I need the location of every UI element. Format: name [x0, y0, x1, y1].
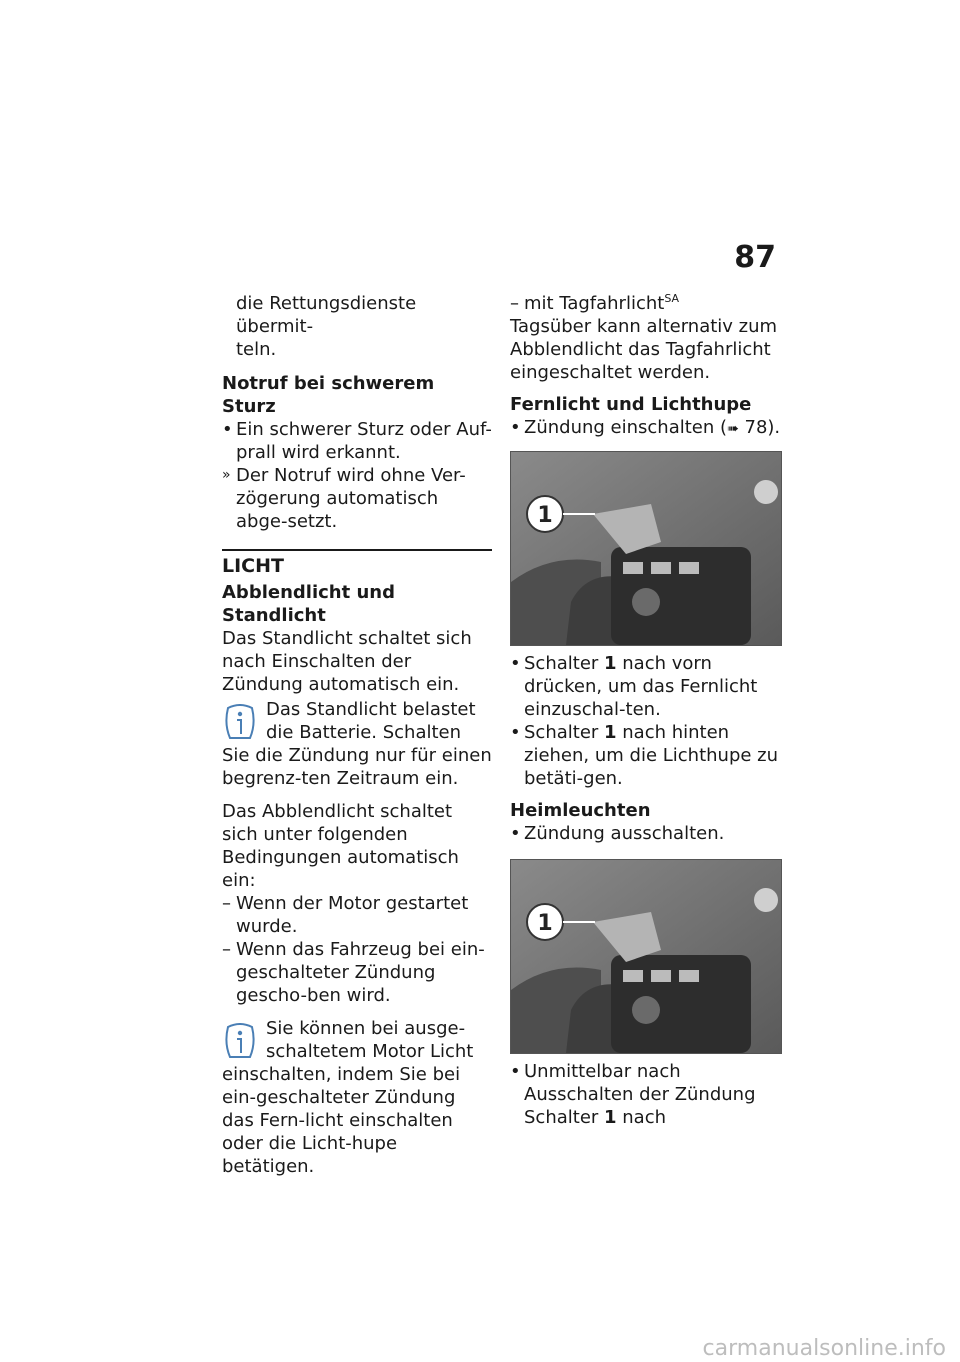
list-item: [222, 418, 492, 464]
switch-ref: 1: [604, 722, 617, 743]
bullet-text-pre: Unmittelbar nach Ausschalten der Zündung Schalter: [524, 1061, 756, 1128]
callout-label: 1: [537, 503, 553, 528]
dash-text: Wenn der Motor gestartet wurde.: [236, 893, 469, 937]
bullet-icon: •: [222, 419, 233, 440]
dash-text: Wenn das Fahrzeug bei ein-geschalteter Zündung gescho-ben wird.: [236, 939, 485, 1006]
right-column: [510, 292, 782, 1129]
bullet-icon: •: [510, 653, 521, 674]
note-text: Sie können bei ausge-schaltetem Motor Licht einschalten, indem Sie bei ein-geschalteter Zündung das Fern-licht einschalten oder die Licht-hupe betätigen.: [222, 1018, 474, 1177]
page-ref-arrow-icon: ➠: [727, 421, 739, 437]
page-reference-link[interactable]: 78).: [744, 417, 781, 438]
bullet-icon: •: [510, 417, 521, 438]
list-item: [510, 292, 782, 315]
section-title: LICHT: [222, 549, 492, 578]
bullet-text-pre: Schalter: [524, 722, 605, 743]
list-item: [222, 464, 492, 533]
switch-figure-1: [510, 451, 782, 646]
note-text: Das Standlicht belastet die Batterie. Schalten Sie die Zündung nur für einen begrenz-ten Zeitraum ein.: [222, 699, 492, 789]
heading-fernlicht: Fernlicht und Lichthupe: [510, 394, 752, 415]
list-item: [510, 1060, 782, 1129]
result-arrow-icon: »: [222, 467, 231, 483]
heading-heimleuchten: Heimleuchten: [510, 800, 651, 821]
list-item: [510, 416, 782, 441]
dash-text: mit Tagfahrlicht: [524, 293, 665, 314]
list-item: [222, 892, 492, 938]
callout-label: 1: [537, 911, 553, 936]
bullet-text: Zündung einschalten (: [524, 417, 728, 438]
dash-icon: –: [510, 293, 519, 314]
dash-icon: –: [222, 893, 231, 914]
switch-ref: 1: [604, 653, 617, 674]
bullet-text-pre: Schalter: [524, 653, 605, 674]
paragraph: Das Abblendlicht schaltet sich unter folgenden Bedingungen automatisch ein:: [222, 801, 459, 891]
dash-icon: –: [222, 939, 231, 960]
watermark: carmanualsonline.info: [702, 1336, 946, 1361]
bullet-icon: •: [510, 823, 521, 844]
list-item: [510, 652, 782, 721]
sa-superscript: SA: [664, 292, 680, 305]
bullet-text-post: nach hinten ziehen, um die Lichthupe zu betäti-gen.: [524, 722, 779, 789]
bullet-icon: •: [510, 1061, 521, 1082]
heading-notruf: Notruf bei schwerem Sturz: [222, 373, 435, 417]
left-column: [222, 292, 492, 1178]
info-icon: [222, 704, 258, 744]
switch-figure-2: [510, 859, 782, 1054]
info-note: [222, 1017, 492, 1178]
intro-line-2: teln.: [236, 339, 277, 360]
bullet-text-post: nach: [616, 1107, 667, 1128]
bullet-text-post: nach vorn drücken, um das Fernlicht einzuschal-ten.: [524, 653, 758, 720]
paragraph: Das Standlicht schaltet sich nach Einschalten der Zündung automatisch ein.: [222, 628, 472, 695]
bullet-icon: •: [510, 722, 521, 743]
list-item: [510, 822, 782, 845]
page-number: 87: [734, 240, 776, 275]
paragraph: Tagsüber kann alternativ zum Abblendlicht das Tagfahrlicht eingeschaltet werden.: [510, 316, 778, 383]
switch-ref: 1: [604, 1107, 617, 1128]
heading-abblendlicht: Abblendlicht und Standlicht: [222, 582, 395, 626]
bullet-text: Ein schwerer Sturz oder Auf-prall wird erkannt.: [236, 419, 492, 463]
info-note: [222, 698, 492, 790]
list-item: [510, 721, 782, 790]
list-item: [222, 938, 492, 1007]
intro-line-1: die Rettungsdienste übermit-: [236, 293, 417, 337]
result-text: Der Notruf wird ohne Ver-zögerung automatisch abge-setzt.: [236, 465, 466, 532]
info-icon: [222, 1023, 258, 1063]
bullet-text: Zündung ausschalten.: [524, 823, 725, 844]
